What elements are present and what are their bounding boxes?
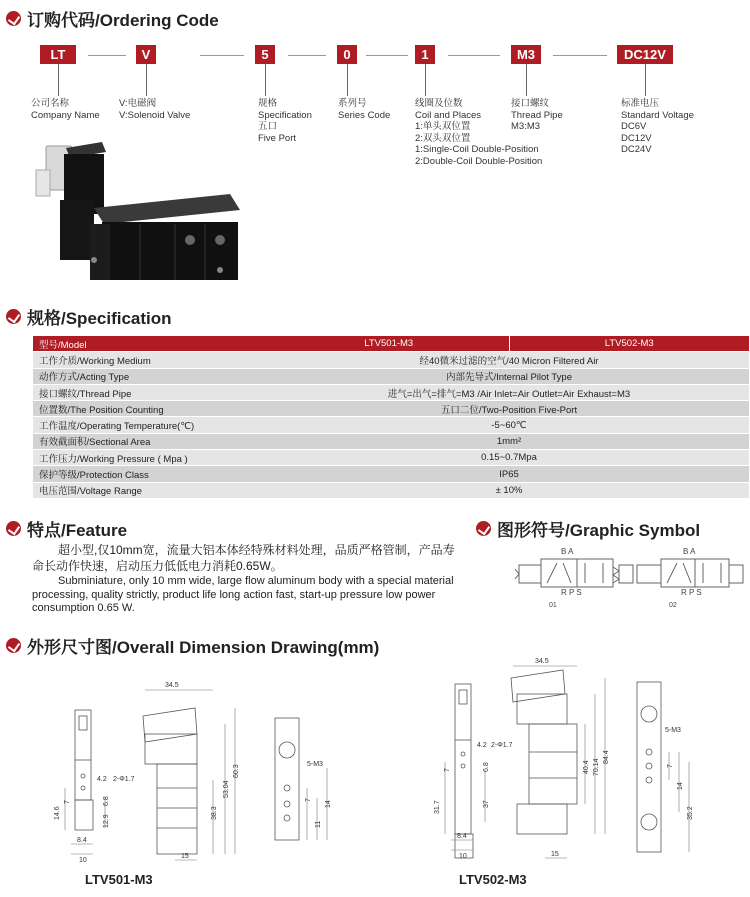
desc-company: [31, 98, 100, 121]
symbol-02: [637, 547, 743, 609]
row-label: 工作压力/Working Pressure ( Mpa ): [33, 450, 269, 466]
dim-width: 34.5: [535, 658, 549, 665]
row-label: 保护等级/Protection Class: [33, 466, 269, 482]
desc-line: DC6V: [621, 121, 647, 132]
dim-width: 34.5: [165, 682, 179, 689]
code-separator: [88, 55, 126, 56]
desc-line: Coil and Places: [415, 109, 482, 121]
desc-line: 标准电压: [621, 98, 660, 109]
dim-height-total: 84.4: [603, 750, 610, 764]
code-separator: [288, 55, 326, 56]
desc-line: 系列号: [338, 98, 367, 109]
desc-line: V:电磁阀: [119, 98, 157, 109]
desc-line: 线圈及位数: [415, 98, 463, 109]
code-separator: [448, 55, 500, 56]
row-value: 经40微米过滤的空气/40 Micron Filtered Air: [269, 352, 749, 368]
dim-pitch: 4.2: [97, 776, 107, 783]
dim-ports: 5-M3: [665, 727, 681, 734]
dim-ports: 5-M3: [307, 761, 323, 768]
drawing-ltv501: [45, 668, 365, 868]
desc-line: 1:Single-Coil Double-Position: [415, 144, 539, 155]
table-row: [33, 368, 749, 384]
code-box-company: LT: [40, 45, 76, 64]
dim-pitch: 4.2: [477, 742, 487, 749]
header-ltv502: LTV502-M3: [509, 336, 749, 352]
table-header: [33, 336, 749, 352]
feature-text-zh: 超小型,仅10mm宽，流量大铝本体经特殊材料处理，品质严格管制，产品寿命长动作快速，启动压力低低电力消耗0.65W。: [32, 543, 455, 573]
desc-line: 规格: [258, 98, 278, 109]
desc-line: V:Solenoid Valve: [119, 109, 191, 121]
row-value: -5~60℃: [269, 417, 749, 433]
row-label: 位置数/The Position Counting: [33, 401, 269, 417]
desc-line: 2:Double-Coil Double-Position: [415, 155, 543, 167]
dim-base-1: 8.4: [457, 833, 467, 840]
row-value: 内部先导式/Internal Pilot Type: [269, 368, 749, 384]
row-label: 有效截面积/Sectional Area: [33, 433, 269, 449]
table-row: [33, 466, 749, 482]
desc-line: 公司名称: [31, 98, 70, 109]
row-label: 工作温度/Operating Temperature(℃): [33, 417, 269, 433]
check-icon: [6, 638, 21, 653]
drawing-label-ltv501: LTV501-M3: [85, 872, 153, 887]
code-box-thread: M3: [511, 45, 541, 64]
dim-side-2: 11: [315, 820, 322, 828]
table-row: [33, 401, 749, 417]
code-tick: [526, 64, 527, 96]
table-row: [33, 450, 749, 466]
symbol-id: 02: [669, 602, 677, 609]
dim-base-3: 15: [181, 853, 189, 860]
dim-length-3: 37: [483, 800, 490, 808]
dim-height-total: 60.3: [233, 764, 240, 778]
table-row: [33, 417, 749, 433]
dim-offset: 6.8: [483, 762, 490, 772]
code-box-valve: V: [136, 45, 156, 64]
code-box-voltage: DC12V: [617, 45, 673, 64]
code-box-spec: 5: [255, 45, 275, 64]
code-tick: [265, 64, 266, 96]
code-box-coil: 1: [415, 45, 435, 64]
code-tick: [347, 64, 348, 96]
dim-side-3: 35.2: [687, 806, 694, 820]
row-label: 工作介质/Working Medium: [33, 352, 269, 368]
dim-base-2: 10: [79, 857, 87, 864]
dim-length-1: 31.7: [434, 800, 441, 814]
desc-line: Series Code: [338, 109, 391, 121]
desc-line: 2:双头双位置: [415, 132, 471, 144]
dim-side-3: 14: [325, 800, 332, 808]
desc-voltage: [621, 98, 694, 156]
desc-line: DC12V: [621, 132, 652, 144]
desc-line: 1:单头双位置: [415, 121, 471, 132]
graphic-symbols: [505, 543, 745, 613]
symbol-label-bottom: R P S: [681, 588, 702, 597]
drawing-ltv502: [425, 652, 745, 867]
check-icon: [6, 521, 21, 536]
feature-text-en: Subminiature, only 10 mm wide, large flow aluminum body with a special material processing, quality strictly, product life long action fast, start-up pressure low power consumption 0.65 W.: [32, 575, 454, 614]
dim-length-3: 12.9: [103, 814, 110, 828]
row-value: 进气=出气=排气=M3 /Air Inlet=Air Outlet=Air Exhaust=M3: [269, 384, 749, 400]
row-label: 动作方式/Acting Type: [33, 368, 269, 384]
desc-valve: [119, 98, 190, 121]
row-label: 接口螺纹/Thread Pipe: [33, 384, 269, 400]
code-separator: [200, 55, 244, 56]
dim-height-3: 38.3: [211, 806, 218, 820]
row-value: 1mm²: [269, 433, 749, 449]
header-ltv501: LTV501-M3: [269, 336, 509, 352]
specification-heading: 规格/Specification: [6, 304, 172, 329]
symbol-label-bottom: R P S: [561, 588, 582, 597]
dim-height-3: 40.4: [583, 760, 590, 774]
table-row: [33, 352, 749, 368]
dim-base-1: 8.4: [77, 837, 87, 844]
desc-line: 接口螺纹: [511, 98, 550, 109]
code-tick: [146, 64, 147, 96]
dim-hole: 2-Φ1.7: [491, 742, 513, 749]
desc-line: Specification: [258, 109, 312, 121]
table-row: [33, 433, 749, 449]
dim-hole: 2-Φ1.7: [113, 776, 135, 783]
row-value: 0.15~0.7Mpa: [269, 450, 749, 466]
check-icon: [476, 521, 491, 536]
dim-base-3: 15: [551, 851, 559, 858]
desc-line: Standard Voltage: [621, 109, 694, 121]
code-box-series: 0: [337, 45, 357, 64]
header-model: 型号/Model: [33, 336, 269, 352]
check-icon: [6, 309, 21, 324]
symbol-label-top: B A: [683, 547, 696, 556]
dim-offset: 6.8: [103, 796, 110, 806]
drawing-label-ltv502: LTV502-M3: [459, 872, 527, 887]
desc-line: Thread Pipe: [511, 109, 563, 121]
code-tick: [58, 64, 59, 96]
ordering-code-heading: 订购代码/Ordering Code: [6, 6, 219, 31]
desc-thread: [511, 98, 563, 133]
table-row: [33, 384, 749, 400]
code-tick: [645, 64, 646, 96]
symbol-label-top: B A: [561, 547, 574, 556]
row-value: 五口二位/Two-Position Five-Port: [269, 401, 749, 417]
graphic-symbol-heading: 图形符号/Graphic Symbol: [476, 516, 700, 541]
desc-line: 五口: [258, 121, 278, 132]
dim-height-2: 53.04: [223, 780, 230, 798]
dim-height-2: 70.14: [593, 758, 600, 776]
feature-heading: 特点/Feature: [6, 516, 127, 541]
dim-side-1: 7: [305, 798, 312, 802]
symbol-id: 01: [549, 602, 557, 609]
ordering-code-row: [0, 45, 750, 65]
dim-length-1: 14.6: [54, 806, 61, 820]
code-separator: [366, 55, 408, 56]
desc-line: Company Name: [31, 109, 100, 121]
desc-line: M3:M3: [511, 121, 541, 132]
dim-side-1: 7: [667, 764, 674, 768]
row-value: IP65: [269, 466, 749, 482]
desc-line: Five Port: [258, 132, 297, 144]
desc-spec: [258, 98, 312, 144]
row-value: ± 10%: [269, 482, 749, 498]
specification-table: [33, 336, 749, 499]
table-row: [33, 482, 749, 498]
desc-line: DC24V: [621, 144, 652, 155]
desc-series: [338, 98, 390, 121]
dim-length-2: 7: [64, 800, 71, 804]
dim-side-2: 14: [677, 782, 684, 790]
dimension-heading: 外形尺寸图/Overall Dimension Drawing(mm): [6, 633, 379, 658]
code-tick: [425, 64, 426, 96]
row-label: 电压范围/Voltage Range: [33, 482, 269, 498]
dim-base-2: 10: [459, 853, 467, 860]
dim-length-2: 7: [444, 768, 451, 772]
code-separator: [553, 55, 607, 56]
product-photo: [30, 140, 245, 290]
symbol-01: [515, 547, 633, 609]
check-icon: [6, 11, 21, 26]
